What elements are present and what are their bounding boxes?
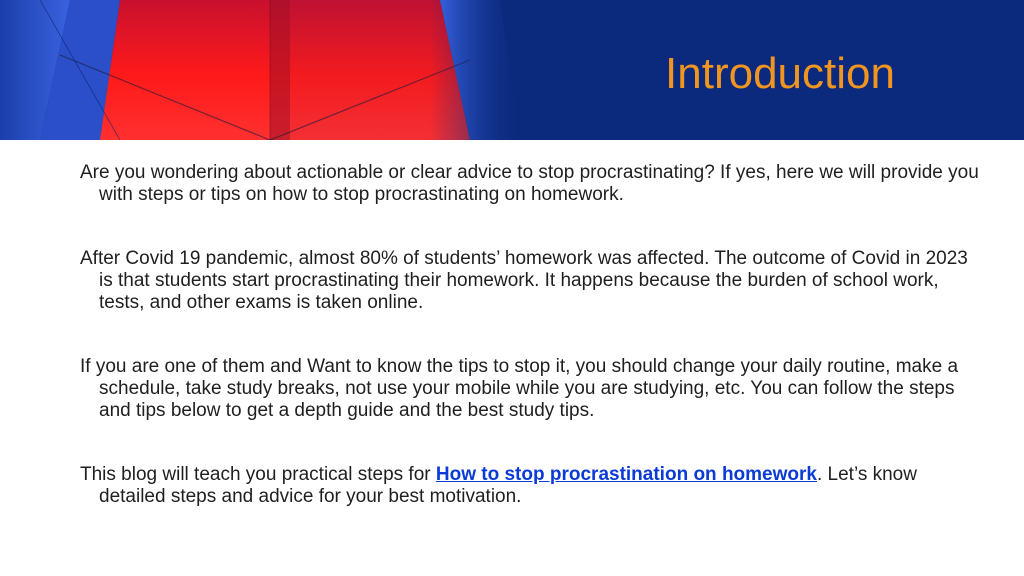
header-banner <box>0 0 1024 140</box>
paragraph-blog-after: . Let’s know detailed steps and advice for your best motivation. <box>99 464 917 507</box>
paragraph-covid: After Covid 19 pandemic, almost 80% of students’ homework was affected. The outcome of Covid in 2023 is that students start procrastinating their homework. It happens because the burden of school work, tests, and other exams is taken online. <box>80 248 968 313</box>
slide-body <box>80 162 980 508</box>
paragraph-blog <box>80 464 980 508</box>
procrastination-homework-link[interactable]: How to stop procrastination on homework <box>435 464 817 485</box>
abstract-architecture-image <box>0 0 530 140</box>
paragraph-tips: If you are one of them and Want to know the tips to stop it, you should change your daily routine, make a schedule, take study breaks, not use your mobile while you are studying, etc. You can follow the steps and tips below to get a depth guide and the best study tips. <box>80 356 959 421</box>
paragraph-intro: Are you wondering about actionable or clear advice to stop procrastinating? If yes, here we will provide you with steps or tips on how to stop procrastinating on homework. <box>80 162 979 205</box>
paragraph-blog-before: This blog will teach you practical steps for <box>80 464 436 485</box>
slide-title: Introduction <box>665 49 895 98</box>
